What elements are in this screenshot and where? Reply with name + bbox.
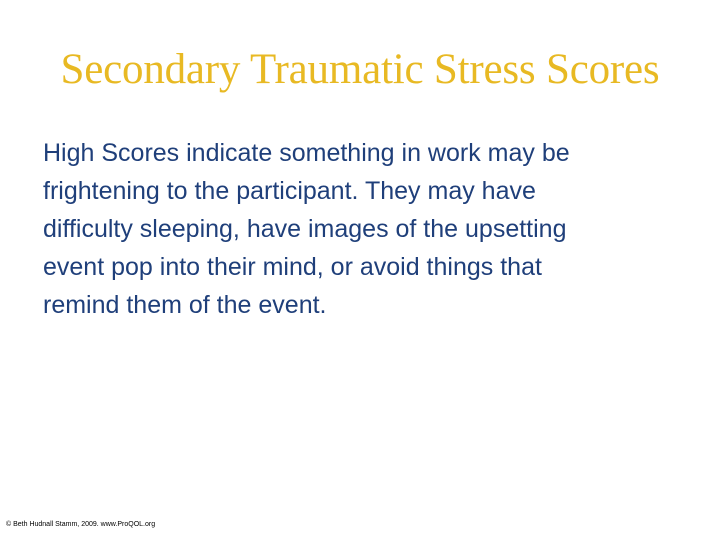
body-line: difficulty sleeping, have images of the upsetting (43, 215, 567, 243)
body-line: frightening to the participant. They may have (43, 177, 536, 205)
body-line: remind them of the event. (43, 291, 327, 319)
copyright-footer: © Beth Hudnall Stamm, 2009. www.ProQOL.org (6, 521, 156, 528)
slide-title: Secondary Traumatic Stress Scores (60, 46, 660, 93)
body-line: High Scores indicate something in work may be (43, 139, 570, 167)
body-line: event pop into their mind, or avoid things that (43, 253, 542, 281)
slide-body-text (43, 134, 683, 324)
